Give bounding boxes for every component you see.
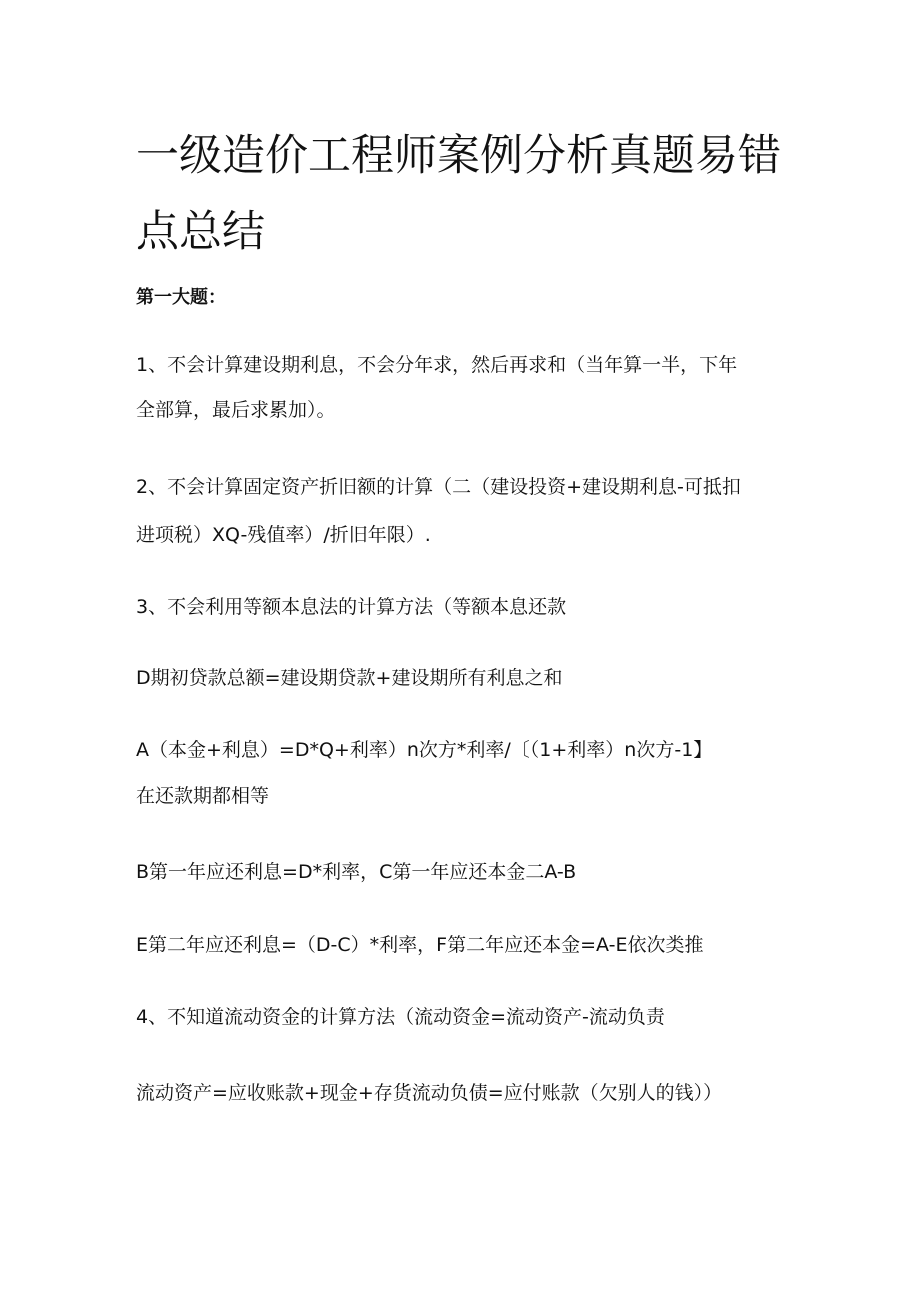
paragraph-line: 2、不会计算固定资产折旧额的计算（二（建设投资+建设期利息-可抵扣	[136, 476, 741, 498]
paragraph-line: 进项税）XQ-残值率）/折旧年限）.	[136, 524, 431, 546]
paragraph-line: 在还款期都相等	[136, 785, 270, 807]
paragraph-line: B第一年应还利息=D*利率，C第一年应还本金二A-B	[136, 861, 577, 883]
title-line-1: 一级造价工程师案例分析真题易错	[136, 131, 781, 181]
paragraph-line: 1、不会计算建设期利息，不会分年求，然后再求和（当年算一半，下年	[136, 354, 738, 376]
paragraph-line: 4、不知道流动资金的计算方法（流动资金=流动资产-流动负责	[136, 1006, 665, 1028]
paragraph-line: E第二年应还利息=（D-C）*利率，F第二年应还本金=A-E依次类推	[136, 934, 704, 956]
section-heading: 第一大题：	[136, 287, 226, 308]
paragraph-line: 全部算，最后求累加）。	[136, 399, 336, 421]
paragraph-line: A（本金+利息）=D*Q+利率）n次方*利率/〔（1+利率）n次方-1】	[136, 739, 713, 761]
paragraph-line: D期初贷款总额=建设期贷款+建设期所有利息之和	[136, 667, 563, 689]
title-line-2: 点总结	[136, 207, 265, 257]
paragraph-line: 3、不会利用等额本息法的计算方法（等额本息还款	[136, 596, 567, 618]
paragraph-line: 流动资产=应收账款+现金+存货流动负债=应付账款（欠别人的钱））	[136, 1082, 723, 1104]
